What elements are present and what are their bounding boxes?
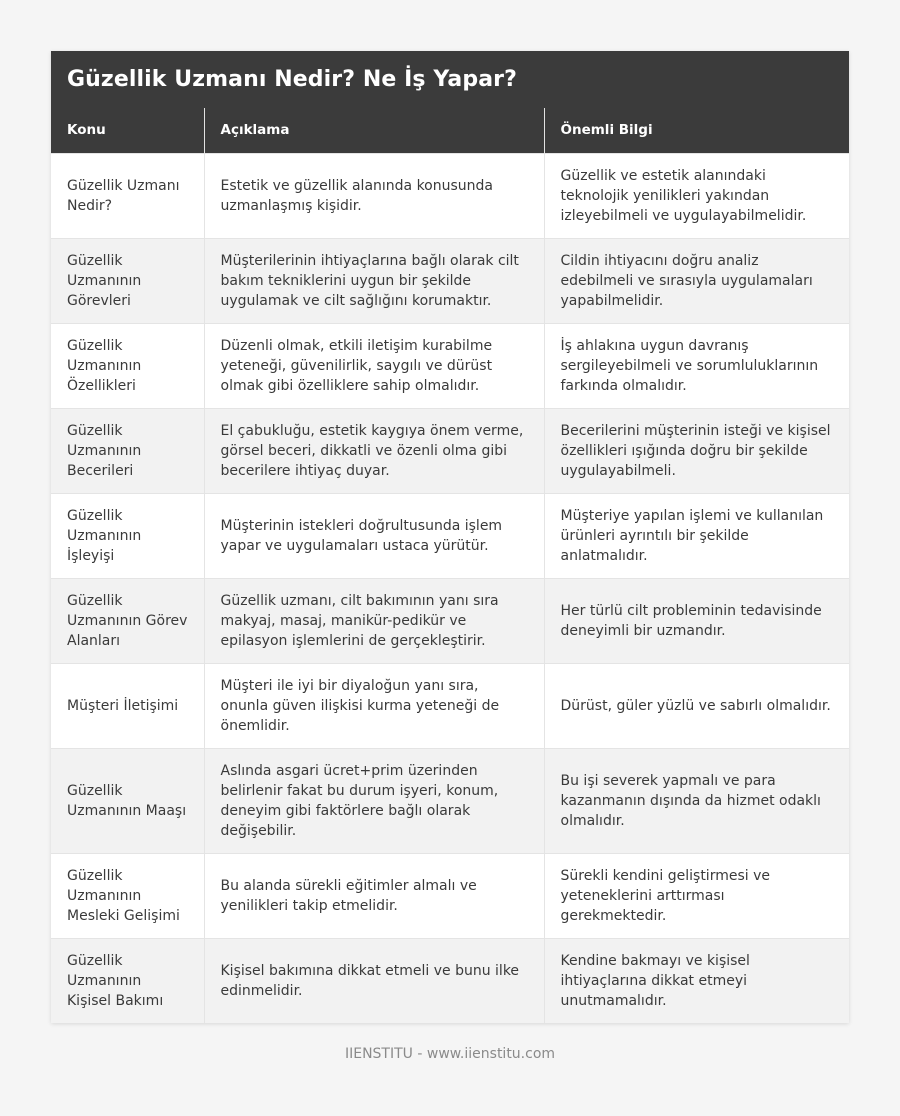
- column-header-konu: Konu: [51, 108, 204, 153]
- cell-konu: Güzellik Uzmanının Becerileri: [51, 408, 204, 493]
- table-row: [51, 938, 849, 1023]
- table-row: [51, 238, 849, 323]
- cell-konu: Güzellik Uzmanının Mesleki Gelişimi: [51, 853, 204, 938]
- cell-aciklama: El çabukluğu, estetik kaygıya önem verme, görsel beceri, dikkatli ve özenli olma gibi becerilere ihtiyaç duyar.: [204, 408, 544, 493]
- cell-onemli-bilgi: Her türlü cilt probleminin tedavisinde deneyimli bir uzmandır.: [544, 578, 849, 663]
- table-row: [51, 663, 849, 748]
- cell-onemli-bilgi: Dürüst, güler yüzlü ve sabırlı olmalıdır.: [544, 663, 849, 748]
- header-row: [51, 108, 849, 153]
- cell-onemli-bilgi: Güzellik ve estetik alanındaki teknolojik yenilikleri yakından izleyebilmeli ve uygulayabilmelidir.: [544, 153, 849, 238]
- cell-aciklama: Aslında asgari ücret+prim üzerinden belirlenir fakat bu durum işyeri, konum, deneyim gibi faktörlere bağlı olarak değişebilir.: [204, 748, 544, 853]
- cell-konu: Güzellik Uzmanı Nedir?: [51, 153, 204, 238]
- cell-aciklama: Müşterinin istekleri doğrultusunda işlem yapar ve uygulamaları ustaca yürütür.: [204, 493, 544, 578]
- cell-konu: Güzellik Uzmanının İşleyişi: [51, 493, 204, 578]
- table-row: [51, 153, 849, 238]
- column-header-onemli-bilgi: Önemli Bilgi: [544, 108, 849, 153]
- cell-konu: Güzellik Uzmanının Görevleri: [51, 238, 204, 323]
- cell-onemli-bilgi: Sürekli kendini geliştirmesi ve yeteneklerini arttırması gerekmektedir.: [544, 853, 849, 938]
- column-header-aciklama: Açıklama: [204, 108, 544, 153]
- cell-aciklama: Kişisel bakımına dikkat etmeli ve bunu ilke edinmelidir.: [204, 938, 544, 1023]
- cell-konu: Güzellik Uzmanının Görev Alanları: [51, 578, 204, 663]
- table-row: [51, 748, 849, 853]
- info-table: [51, 108, 849, 1023]
- cell-konu: Müşteri İletişimi: [51, 663, 204, 748]
- cell-konu: Güzellik Uzmanının Kişisel Bakımı: [51, 938, 204, 1023]
- cell-aciklama: Düzenli olmak, etkili iletişim kurabilme yeteneği, güvenilirlik, saygılı ve dürüst olmak gibi özelliklere sahip olmalıdır.: [204, 323, 544, 408]
- cell-onemli-bilgi: İş ahlakına uygun davranış sergileyebilmeli ve sorumluluklarının farkında olmalıdır.: [544, 323, 849, 408]
- cell-onemli-bilgi: Bu işi severek yapmalı ve para kazanmanın dışında da hizmet odaklı olmalıdır.: [544, 748, 849, 853]
- footer-credit: IIENSTITU - www.iienstitu.com: [344, 1046, 556, 1062]
- table-title: Güzellik Uzmanı Nedir? Ne İş Yapar?: [51, 51, 849, 108]
- cell-onemli-bilgi: Kendine bakmayı ve kişisel ihtiyaçlarına dikkat etmeyi unutmamalıdır.: [544, 938, 849, 1023]
- cell-aciklama: Estetik ve güzellik alanında konusunda uzmanlaşmış kişidir.: [204, 153, 544, 238]
- cell-aciklama: Müşterilerinin ihtiyaçlarına bağlı olarak cilt bakım tekniklerini uygun bir şekilde uygulamak ve cilt sağlığını korumaktır.: [204, 238, 544, 323]
- table-row: [51, 578, 849, 663]
- cell-konu: Güzellik Uzmanının Özellikleri: [51, 323, 204, 408]
- table-row: [51, 493, 849, 578]
- cell-onemli-bilgi: Müşteriye yapılan işlemi ve kullanılan ürünleri ayrıntılı bir şekilde anlatmalıdır.: [544, 493, 849, 578]
- cell-konu: Güzellik Uzmanının Maaşı: [51, 748, 204, 853]
- cell-aciklama: Güzellik uzmanı, cilt bakımının yanı sıra makyaj, masaj, manikür-pedikür ve epilasyon işlemlerini de gerçekleştirir.: [204, 578, 544, 663]
- table-row: [51, 323, 849, 408]
- cell-onemli-bilgi: Cildin ihtiyacını doğru analiz edebilmeli ve sırasıyla uygulamaları yapabilmelidir.: [544, 238, 849, 323]
- cell-onemli-bilgi: Becerilerini müşterinin isteği ve kişisel özellikleri ışığında doğru bir şekilde uygulayabilmeli.: [544, 408, 849, 493]
- table-row: [51, 853, 849, 938]
- cell-aciklama: Müşteri ile iyi bir diyaloğun yanı sıra, onunla güven ilişkisi kurma yeteneği de önemlidir.: [204, 663, 544, 748]
- table-card: [51, 51, 849, 1023]
- table-row: [51, 408, 849, 493]
- cell-aciklama: Bu alanda sürekli eğitimler almalı ve yenilikleri takip etmelidir.: [204, 853, 544, 938]
